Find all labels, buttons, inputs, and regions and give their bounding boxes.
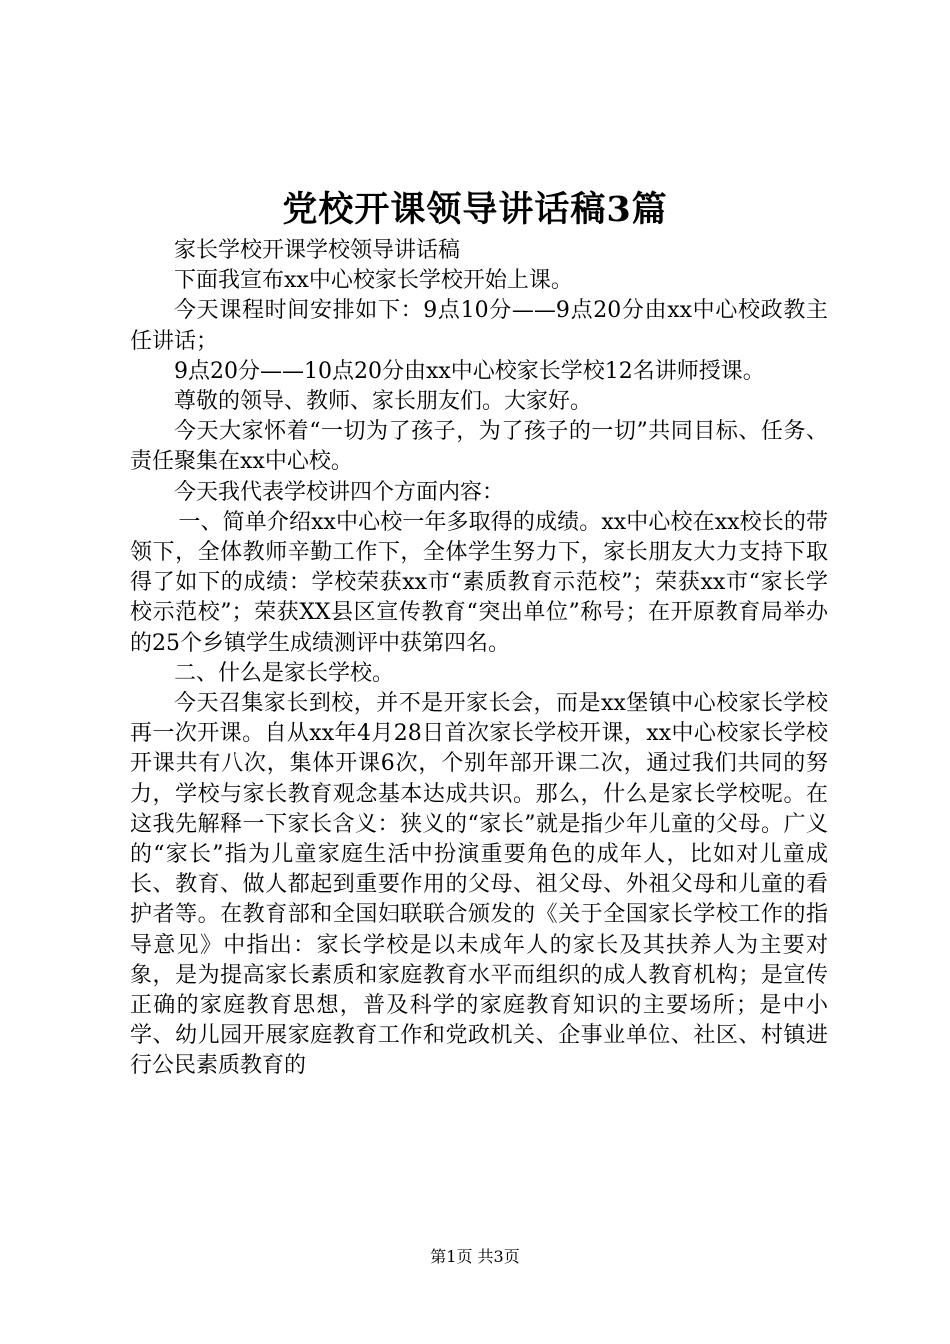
paragraph: 下面我宣布xx中心校家长学校开始上课。 <box>174 268 573 294</box>
document-title: 党校开课领导讲话稿3篇 <box>282 189 668 230</box>
paragraph: 今天课程时间安排如下：9点10分——9点20分由xx中心校政教主任讲话； <box>130 298 828 354</box>
paragraph: 今天大家怀着“一切为了孩子，为了孩子的一切”共同目标、任务、责任聚集在xx中心校。 <box>130 419 828 475</box>
paragraph: 今天召集家长到校，并不是开家长会，而是xx堡镇中心校家长学校再一次开课。自从xx年4月28日首次家长学校开课，xx中心校家长学校开课共有八次，集体开课6次，个别年部开课二次，通过我们共同的努力，学校与家长教育观念基本达成共识。那么，什么是家长学校呢。在这我先解释一下家长含义：狭义的“家长”就是指少年儿童的父母。广义的“家长”指为儿童家庭生活中扮演重要角色的成年人，比如对儿童成长、教育、做人都起到重要作用的父母、祖父母、外祖父母和儿童的看护者等。在教育部和全国妇联联合颁发的《关于全国家长学校工作的指导意见》中指出：家长学校是以未成年人的家长及其扶养人为主要对象，是为提高家长素质和家庭教育水平而组织的成人教育机构；是宣传正确的家庭教育思想，普及科学的家庭教育知识的主要场所；是中小学、幼儿园开展家庭教育工作和党政机关、企事业单位、社区、村镇进行公民素质教育的 <box>130 691 828 1079</box>
paragraph: 今天我代表学校讲四个方面内容： <box>174 479 505 505</box>
document-body <box>130 236 828 1082</box>
paragraph: 一、简单介绍xx中心校一年多取得的成绩。xx中心校在xx校长的带领下，全体教师辛勤工作下，全体学生努力下，家长朋友大力支持下取得了如下的成绩：学校荣获xx市“素质教育示范校”；荣获xx市“家长学校示范校”；荣获XX县区宣传教育“突出单位”称号；在开原教育局举办的25个乡镇学生成绩测评中获第四名。 <box>130 509 828 656</box>
page-footer: 第1页 共3页 <box>430 1247 520 1266</box>
paragraph: 家长学校开课学校领导讲话稿 <box>174 238 461 263</box>
paragraph: 9点20分——10点20分由xx中心校家长学校12名讲师授课。 <box>174 358 765 384</box>
paragraph: 尊敬的领导、教师、家长朋友们。大家好。 <box>174 389 593 415</box>
paragraph: 二、什么是家长学校。 <box>174 660 395 686</box>
